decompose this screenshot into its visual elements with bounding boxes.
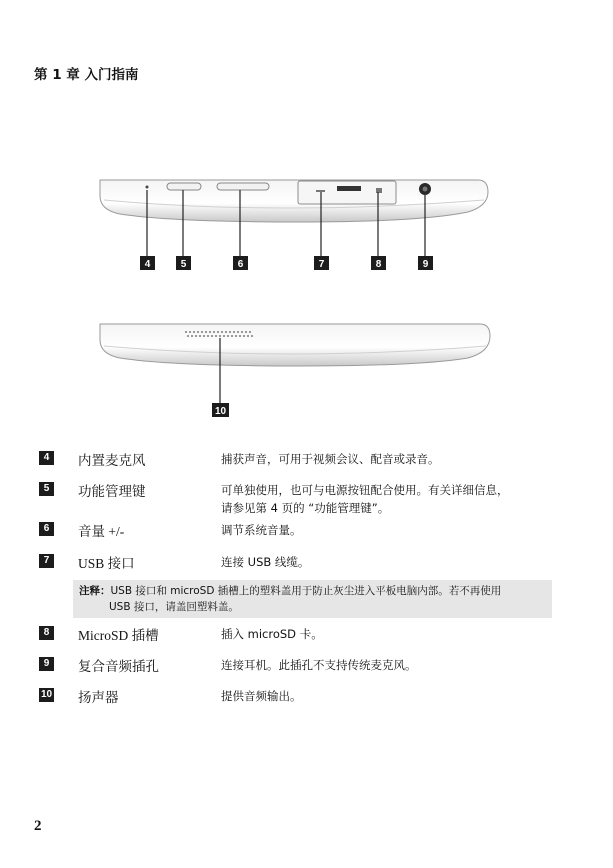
note-box <box>73 580 552 618</box>
item-description-line: 可单独使用，也可与电源按钮配合使用。有关详细信息， <box>221 483 509 497</box>
page-number: 2 <box>34 818 42 834</box>
item-number-badge: 9 <box>39 657 54 671</box>
item-term: USB 接口 <box>78 556 135 571</box>
volume-rocker-shape <box>217 183 269 190</box>
list-item <box>39 480 559 516</box>
item-number-badge: 8 <box>39 626 54 640</box>
note-line-1 <box>79 583 501 599</box>
item-description <box>221 481 561 517</box>
item-description: 捕获声音，可用于视频会议、配音或录音。 <box>221 452 440 466</box>
item-term: 内置麦克风 <box>78 453 146 468</box>
item-term: 音量 +/- <box>78 524 125 539</box>
item-number-badge: 6 <box>39 522 54 536</box>
microphone-hole-icon <box>146 186 149 189</box>
item-description: 连接耳机。此插孔不支持传统麦克风。 <box>221 658 417 672</box>
list-item <box>39 449 559 469</box>
item-term: MicroSD 插槽 <box>78 628 159 643</box>
list-item <box>39 624 559 644</box>
svg-text:10: 10 <box>214 406 227 417</box>
list-item <box>39 520 559 540</box>
callout-badge-5 <box>176 256 191 270</box>
tablet-top-edge-view <box>100 180 488 222</box>
svg-text:8: 8 <box>375 259 382 270</box>
item-term: 复合音频插孔 <box>78 659 159 674</box>
item-number-badge: 5 <box>39 482 54 496</box>
item-description-line: 请参见第 4 页的 “功能管理键”。 <box>221 501 390 515</box>
item-description: 提供音频输出。 <box>221 689 302 703</box>
item-description: 连接 USB 线缆。 <box>221 555 310 569</box>
svg-text:7: 7 <box>318 259 325 270</box>
tablet-bottom-edge-view <box>100 324 490 366</box>
sd-icon-mark <box>376 188 382 193</box>
device-side-views-figure <box>0 0 613 430</box>
usb-port-shape <box>337 186 361 191</box>
item-number-badge: 4 <box>39 451 54 465</box>
note-line-2: USB 接口，请盖回塑料盖。 <box>109 601 239 613</box>
callout-badge-6 <box>233 256 248 270</box>
svg-text:5: 5 <box>180 259 187 270</box>
svg-text:4: 4 <box>144 259 151 270</box>
function-key-shape <box>167 183 201 190</box>
note-title: 注释： <box>79 585 111 597</box>
item-description: 插入 microSD 卡。 <box>221 627 323 641</box>
usb-icon-mark <box>316 190 325 192</box>
svg-text:9: 9 <box>422 259 429 270</box>
callout-badge-8 <box>371 256 386 270</box>
item-number-badge: 10 <box>40 689 53 700</box>
list-item <box>39 686 559 706</box>
item-term: 功能管理键 <box>78 484 146 499</box>
list-item <box>39 552 559 572</box>
callout-badge-7 <box>314 256 329 270</box>
item-number-badge: 7 <box>39 554 54 568</box>
item-term: 扬声器 <box>78 690 119 705</box>
callout-badge-10 <box>212 403 229 417</box>
callout-badge-4 <box>140 256 155 270</box>
note-text: USB 接口和 microSD 插槽上的塑料盖用于防止灰尘进入平板电脑内部。若不再使用 <box>110 585 502 597</box>
chapter-heading: 第 1 章 入门指南 <box>34 67 139 83</box>
list-item <box>39 655 559 675</box>
svg-text:6: 6 <box>237 259 244 270</box>
callout-badge-9 <box>418 256 433 270</box>
item-description: 调节系统音量。 <box>221 523 302 537</box>
